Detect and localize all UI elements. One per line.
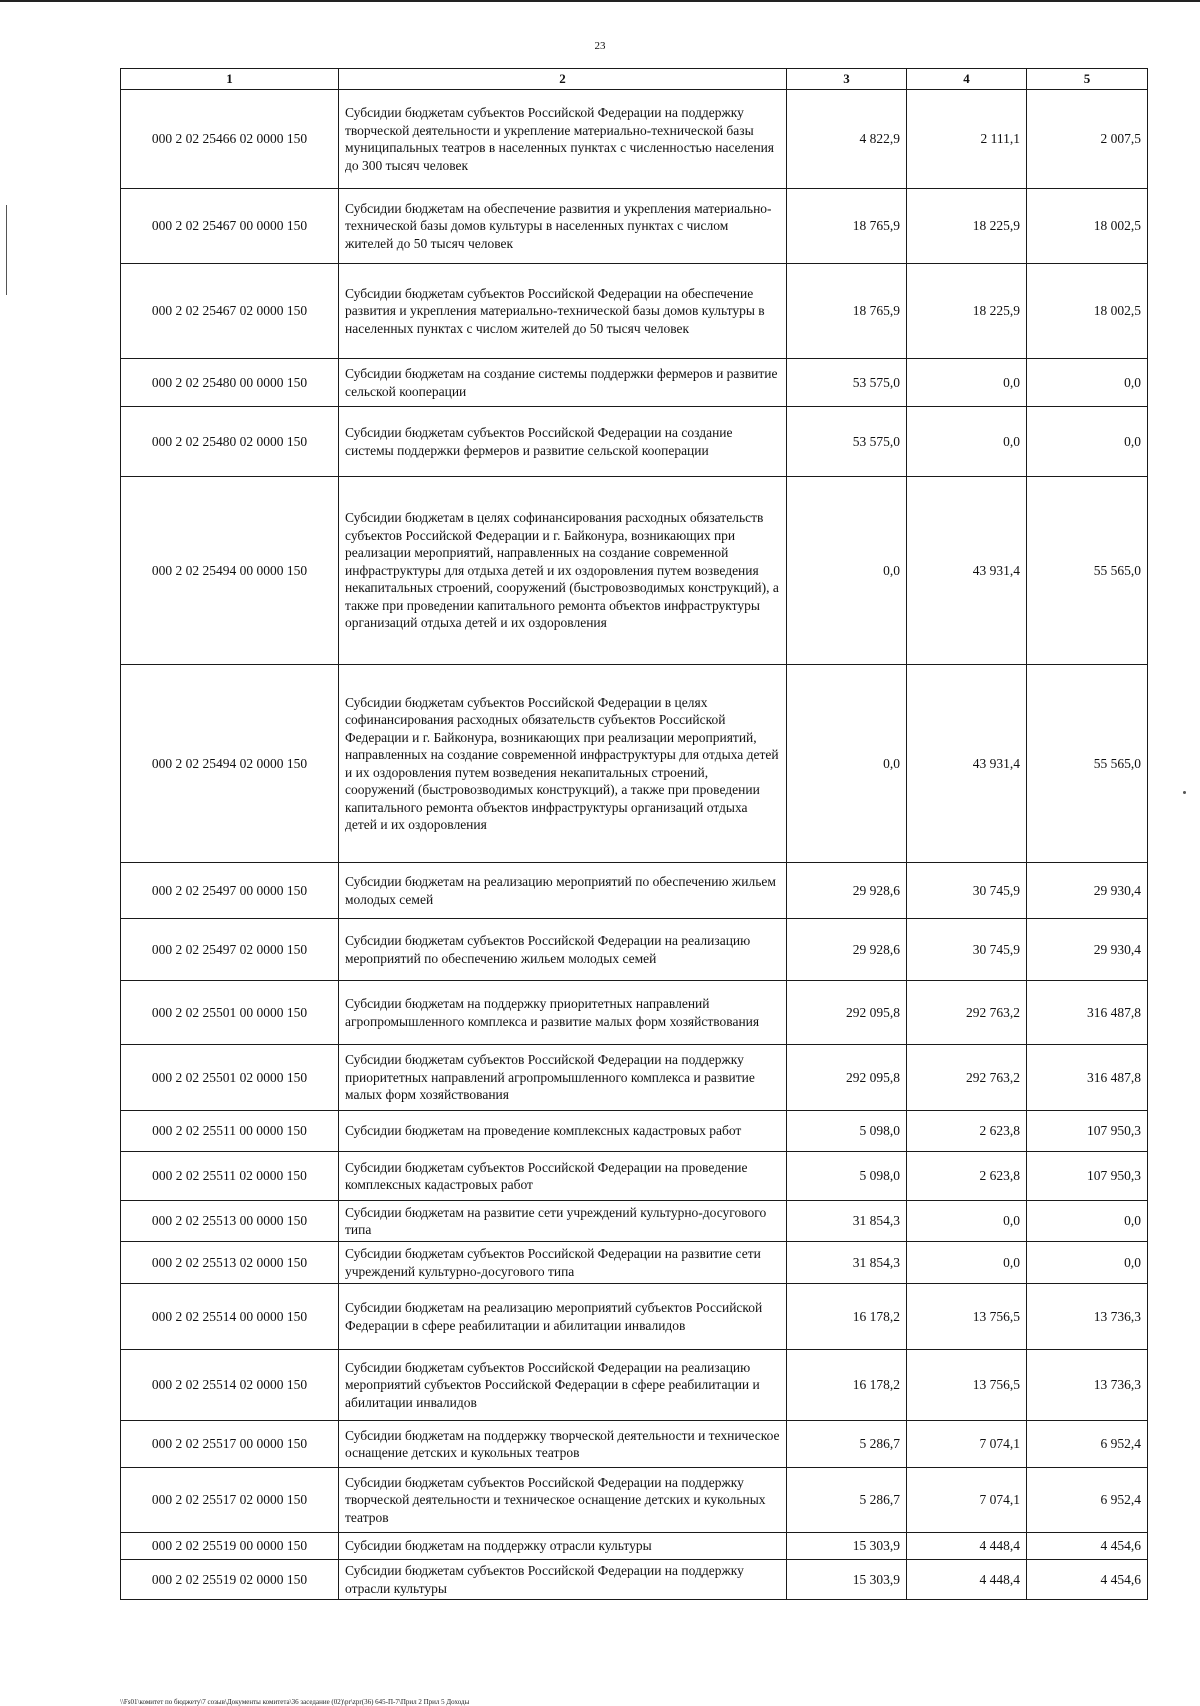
amount-col3-cell: 5 098,0	[787, 1111, 907, 1152]
amount-col5-cell: 107 950,3	[1027, 1111, 1148, 1152]
amount-col4-cell: 18 225,9	[907, 189, 1027, 264]
revenue-description-cell: Субсидии бюджетам субъектов Российской Федерации на обеспечение развития и укрепления материально-технической базы домов культуры в населенных пунктах с числом жителей до 50 тысяч человек	[339, 264, 787, 359]
budget-code-cell: 000 2 02 25519 00 0000 150	[121, 1533, 339, 1560]
amount-col4-cell: 43 931,4	[907, 477, 1027, 665]
amount-col5-cell: 13 736,3	[1027, 1350, 1148, 1421]
amount-col4-cell: 4 448,4	[907, 1533, 1027, 1560]
amount-col5-cell: 18 002,5	[1027, 264, 1148, 359]
revenue-description-cell: Субсидии бюджетам в целях софинансирования расходных обязательств субъектов Российской Федерации и г. Байконура, возникающих при реализации мероприятий, направленных на создание современной инфраструктуры для отдыха детей и их оздоровления путем возведения некапитальных строений, сооружений (быстровозводимых конструкций), а также при проведении капитального ремонта объектов инфраструктуры организаций отдыха детей и их оздоровления	[339, 477, 787, 665]
table-row	[121, 189, 1148, 264]
amount-col4-cell: 7 074,1	[907, 1421, 1027, 1468]
revenue-description-cell: Субсидии бюджетам на реализацию мероприятий по обеспечению жильем молодых семей	[339, 863, 787, 919]
table-row	[121, 359, 1148, 407]
table-body	[121, 90, 1148, 1600]
footer-file-path: \\Fs01\комитет по бюджету\7 созыв\Документы комитета\36 заседание (02)\pr\zpr(36) 645-П-7\Прил 2 Прил 5 Доходы	[120, 1698, 470, 1706]
budget-code-cell: 000 2 02 25466 02 0000 150	[121, 90, 339, 189]
amount-col3-cell: 5 286,7	[787, 1421, 907, 1468]
amount-col5-cell: 18 002,5	[1027, 189, 1148, 264]
amount-col4-cell: 0,0	[907, 1201, 1027, 1242]
amount-col5-cell: 55 565,0	[1027, 665, 1148, 863]
amount-col3-cell: 18 765,9	[787, 189, 907, 264]
column-header-5: 5	[1027, 69, 1148, 90]
budget-code-cell: 000 2 02 25480 00 0000 150	[121, 359, 339, 407]
amount-col5-cell: 0,0	[1027, 1201, 1148, 1242]
revenue-description-cell: Субсидии бюджетам на реализацию мероприятий субъектов Российской Федерации в сфере реабилитации и абилитации инвалидов	[339, 1284, 787, 1350]
table-row	[121, 1350, 1148, 1421]
budget-code-cell: 000 2 02 25467 00 0000 150	[121, 189, 339, 264]
revenue-description-cell: Субсидии бюджетам на обеспечение развития и укрепления материально-технической базы домов культуры в населенных пунктах с числом жителей до 50 тысяч человек	[339, 189, 787, 264]
amount-col4-cell: 2 111,1	[907, 90, 1027, 189]
revenue-description-cell: Субсидии бюджетам субъектов Российской Федерации в целях софинансирования расходных обязательств субъектов Российской Федерации и г. Байконура, возникающих при реализации мероприятий, направленных на создание современной инфраструктуры для отдыха детей и их оздоровления путем возведения некапитальных строений, сооружений (быстровозводимых конструкций), а также при проведении капитального ремонта объектов инфраструктуры организаций отдыха детей и их оздоровления	[339, 665, 787, 863]
amount-col4-cell: 0,0	[907, 407, 1027, 477]
revenue-description-cell: Субсидии бюджетам на поддержку приоритетных направлений агропромышленного комплекса и развитие малых форм хозяйствования	[339, 981, 787, 1045]
table-row	[121, 665, 1148, 863]
amount-col5-cell: 29 930,4	[1027, 863, 1148, 919]
table-row	[121, 477, 1148, 665]
budget-code-cell: 000 2 02 25514 02 0000 150	[121, 1350, 339, 1421]
revenue-description-cell: Субсидии бюджетам субъектов Российской Федерации на поддержку творческой деятельности и укрепление материально-технической базы муниципальных театров в населенных пунктах с численностью населения до 300 тысяч человек	[339, 90, 787, 189]
table-row	[121, 919, 1148, 981]
amount-col3-cell: 29 928,6	[787, 863, 907, 919]
table-row	[121, 1421, 1148, 1468]
table-row	[121, 981, 1148, 1045]
amount-col5-cell: 4 454,6	[1027, 1533, 1148, 1560]
table-row	[121, 1111, 1148, 1152]
budget-code-cell: 000 2 02 25467 02 0000 150	[121, 264, 339, 359]
table-row	[121, 863, 1148, 919]
revenue-description-cell: Субсидии бюджетам на поддержку отрасли культуры	[339, 1533, 787, 1560]
amount-col3-cell: 5 098,0	[787, 1152, 907, 1201]
budget-code-cell: 000 2 02 25513 02 0000 150	[121, 1242, 339, 1284]
amount-col3-cell: 292 095,8	[787, 1045, 907, 1111]
amount-col3-cell: 31 854,3	[787, 1242, 907, 1284]
column-header-4: 4	[907, 69, 1027, 90]
amount-col4-cell: 0,0	[907, 359, 1027, 407]
amount-col5-cell: 55 565,0	[1027, 477, 1148, 665]
revenue-description-cell: Субсидии бюджетам на создание системы поддержки фермеров и развитие сельской кооперации	[339, 359, 787, 407]
amount-col4-cell: 30 745,9	[907, 919, 1027, 981]
top-border-line	[0, 0, 1200, 2]
revenue-description-cell: Субсидии бюджетам субъектов Российской Федерации на реализацию мероприятий субъектов Российской Федерации в сфере реабилитации и абилитации инвалидов	[339, 1350, 787, 1421]
amount-col4-cell: 13 756,5	[907, 1350, 1027, 1421]
budget-code-cell: 000 2 02 25514 00 0000 150	[121, 1284, 339, 1350]
amount-col3-cell: 15 303,9	[787, 1533, 907, 1560]
amount-col5-cell: 107 950,3	[1027, 1152, 1148, 1201]
revenue-description-cell: Субсидии бюджетам субъектов Российской Федерации на развитие сети учреждений культурно-досугового типа	[339, 1242, 787, 1284]
table-row	[121, 1201, 1148, 1242]
table-row	[121, 90, 1148, 189]
amount-col3-cell: 0,0	[787, 665, 907, 863]
amount-col4-cell: 18 225,9	[907, 264, 1027, 359]
amount-col3-cell: 53 575,0	[787, 407, 907, 477]
budget-code-cell: 000 2 02 25497 00 0000 150	[121, 863, 339, 919]
budget-code-cell: 000 2 02 25494 02 0000 150	[121, 665, 339, 863]
header-row	[121, 69, 1148, 90]
amount-col4-cell: 0,0	[907, 1242, 1027, 1284]
amount-col5-cell: 0,0	[1027, 359, 1148, 407]
scan-artifact-dot	[1183, 791, 1186, 794]
budget-code-cell: 000 2 02 25501 00 0000 150	[121, 981, 339, 1045]
column-header-1: 1	[121, 69, 339, 90]
table-row	[121, 1284, 1148, 1350]
column-header-2: 2	[339, 69, 787, 90]
table-row	[121, 264, 1148, 359]
budget-code-cell: 000 2 02 25513 00 0000 150	[121, 1201, 339, 1242]
amount-col4-cell: 2 623,8	[907, 1152, 1027, 1201]
column-header-3: 3	[787, 69, 907, 90]
amount-col3-cell: 15 303,9	[787, 1560, 907, 1600]
scan-artifact-line	[6, 205, 7, 295]
amount-col4-cell: 292 763,2	[907, 1045, 1027, 1111]
amount-col4-cell: 7 074,1	[907, 1468, 1027, 1533]
table-row	[121, 1152, 1148, 1201]
revenue-description-cell: Субсидии бюджетам на развитие сети учреждений культурно-досугового типа	[339, 1201, 787, 1242]
amount-col5-cell: 0,0	[1027, 407, 1148, 477]
amount-col4-cell: 2 623,8	[907, 1111, 1027, 1152]
amount-col3-cell: 29 928,6	[787, 919, 907, 981]
table-row	[121, 1560, 1148, 1600]
budget-code-cell: 000 2 02 25511 00 0000 150	[121, 1111, 339, 1152]
amount-col3-cell: 5 286,7	[787, 1468, 907, 1533]
amount-col5-cell: 2 007,5	[1027, 90, 1148, 189]
amount-col4-cell: 292 763,2	[907, 981, 1027, 1045]
revenue-description-cell: Субсидии бюджетам субъектов Российской Федерации на поддержку отрасли культуры	[339, 1560, 787, 1600]
amount-col5-cell: 316 487,8	[1027, 1045, 1148, 1111]
table-row	[121, 407, 1148, 477]
revenue-description-cell: Субсидии бюджетам на поддержку творческой деятельности и техническое оснащение детских и кукольных театров	[339, 1421, 787, 1468]
amount-col5-cell: 29 930,4	[1027, 919, 1148, 981]
budget-code-cell: 000 2 02 25517 02 0000 150	[121, 1468, 339, 1533]
amount-col4-cell: 30 745,9	[907, 863, 1027, 919]
amount-col3-cell: 53 575,0	[787, 359, 907, 407]
budget-code-cell: 000 2 02 25511 02 0000 150	[121, 1152, 339, 1201]
amount-col3-cell: 16 178,2	[787, 1350, 907, 1421]
revenue-description-cell: Субсидии бюджетам субъектов Российской Федерации на проведение комплексных кадастровых работ	[339, 1152, 787, 1201]
amount-col3-cell: 292 095,8	[787, 981, 907, 1045]
amount-col5-cell: 6 952,4	[1027, 1468, 1148, 1533]
amount-col3-cell: 18 765,9	[787, 264, 907, 359]
budget-code-cell: 000 2 02 25480 02 0000 150	[121, 407, 339, 477]
revenue-description-cell: Субсидии бюджетам субъектов Российской Федерации на создание системы поддержки фермеров и развитие сельской кооперации	[339, 407, 787, 477]
revenue-description-cell: Субсидии бюджетам на проведение комплексных кадастровых работ	[339, 1111, 787, 1152]
amount-col3-cell: 4 822,9	[787, 90, 907, 189]
revenue-table	[120, 68, 1148, 1600]
table-row	[121, 1468, 1148, 1533]
budget-code-cell: 000 2 02 25501 02 0000 150	[121, 1045, 339, 1111]
amount-col4-cell: 43 931,4	[907, 665, 1027, 863]
amount-col4-cell: 4 448,4	[907, 1560, 1027, 1600]
page-number: 23	[594, 40, 606, 52]
table-row	[121, 1242, 1148, 1284]
table-row	[121, 1045, 1148, 1111]
revenue-description-cell: Субсидии бюджетам субъектов Российской Федерации на поддержку творческой деятельности и техническое оснащение детских и кукольных театров	[339, 1468, 787, 1533]
budget-code-cell: 000 2 02 25497 02 0000 150	[121, 919, 339, 981]
table-row	[121, 1533, 1148, 1560]
amount-col3-cell: 31 854,3	[787, 1201, 907, 1242]
budget-code-cell: 000 2 02 25517 00 0000 150	[121, 1421, 339, 1468]
budget-code-cell: 000 2 02 25519 02 0000 150	[121, 1560, 339, 1600]
amount-col5-cell: 0,0	[1027, 1242, 1148, 1284]
budget-code-cell: 000 2 02 25494 00 0000 150	[121, 477, 339, 665]
amount-col5-cell: 13 736,3	[1027, 1284, 1148, 1350]
revenue-description-cell: Субсидии бюджетам субъектов Российской Федерации на поддержку приоритетных направлений агропромышленного комплекса и развитие малых форм хозяйствования	[339, 1045, 787, 1111]
amount-col5-cell: 6 952,4	[1027, 1421, 1148, 1468]
amount-col3-cell: 0,0	[787, 477, 907, 665]
amount-col3-cell: 16 178,2	[787, 1284, 907, 1350]
amount-col5-cell: 4 454,6	[1027, 1560, 1148, 1600]
amount-col5-cell: 316 487,8	[1027, 981, 1148, 1045]
revenue-description-cell: Субсидии бюджетам субъектов Российской Федерации на реализацию мероприятий по обеспечению жильем молодых семей	[339, 919, 787, 981]
amount-col4-cell: 13 756,5	[907, 1284, 1027, 1350]
